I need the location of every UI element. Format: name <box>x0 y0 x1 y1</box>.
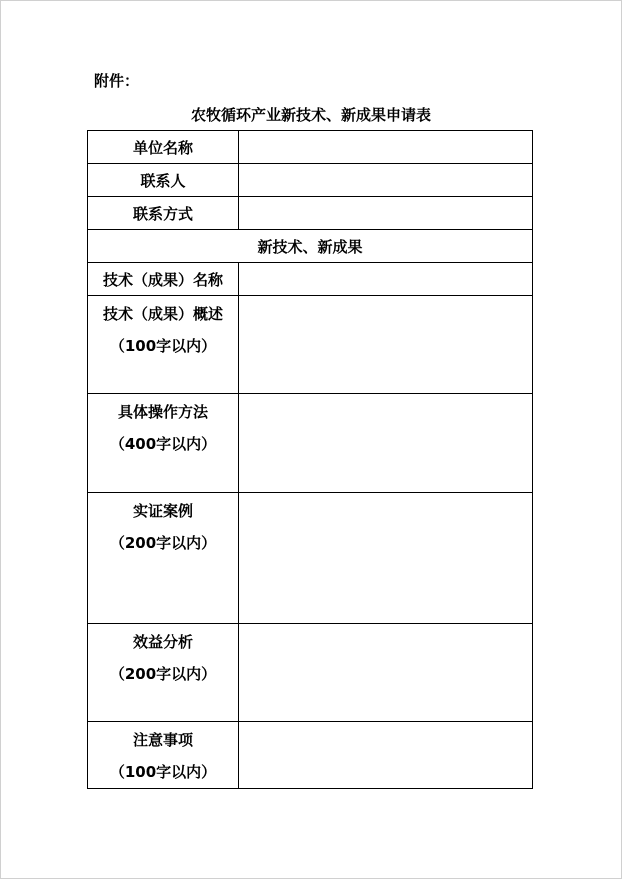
case-label-cell <box>88 493 239 624</box>
row-overview <box>88 296 533 394</box>
overview-limit: （100字以内） <box>109 337 217 355</box>
row-tech-name <box>88 263 533 296</box>
section-title: 新技术、新成果 <box>88 230 533 263</box>
tech-name-field[interactable] <box>239 263 533 296</box>
overview-label: 技术（成果）概述 <box>102 305 223 323</box>
row-benefit <box>88 624 533 722</box>
contact-method-field[interactable] <box>239 197 533 230</box>
tech-name-label: 技术（成果）名称 <box>88 263 239 296</box>
case-label: 实证案例 <box>132 502 193 520</box>
notes-field[interactable] <box>239 722 533 789</box>
overview-label-cell <box>88 296 239 394</box>
row-section-title <box>88 230 533 263</box>
application-form-table <box>87 130 533 789</box>
row-contact-person <box>88 164 533 197</box>
notes-limit: （100字以内） <box>109 763 217 781</box>
benefit-field[interactable] <box>239 624 533 722</box>
benefit-label: 效益分析 <box>132 633 193 651</box>
method-label-cell <box>88 394 239 493</box>
method-field[interactable] <box>239 394 533 493</box>
contact-person-field[interactable] <box>239 164 533 197</box>
row-method <box>88 394 533 493</box>
case-field[interactable] <box>239 493 533 624</box>
benefit-limit: （200字以内） <box>109 665 217 683</box>
contact-method-label: 联系方式 <box>88 197 239 230</box>
form-title: 农牧循环产业新技术、新成果申请表 <box>190 106 431 124</box>
row-unit-name <box>88 131 533 164</box>
overview-field[interactable] <box>239 296 533 394</box>
notes-label: 注意事项 <box>132 731 193 749</box>
benefit-label-cell <box>88 624 239 722</box>
contact-person-label: 联系人 <box>88 164 239 197</box>
row-contact-method <box>88 197 533 230</box>
unit-name-label: 单位名称 <box>88 131 239 164</box>
method-label: 具体操作方法 <box>117 403 208 421</box>
row-case <box>88 493 533 624</box>
case-limit: （200字以内） <box>109 534 217 552</box>
row-notes <box>88 722 533 789</box>
notes-label-cell <box>88 722 239 789</box>
unit-name-field[interactable] <box>239 131 533 164</box>
attachment-label: 附件： <box>94 72 140 90</box>
method-limit: （400字以内） <box>109 435 217 453</box>
